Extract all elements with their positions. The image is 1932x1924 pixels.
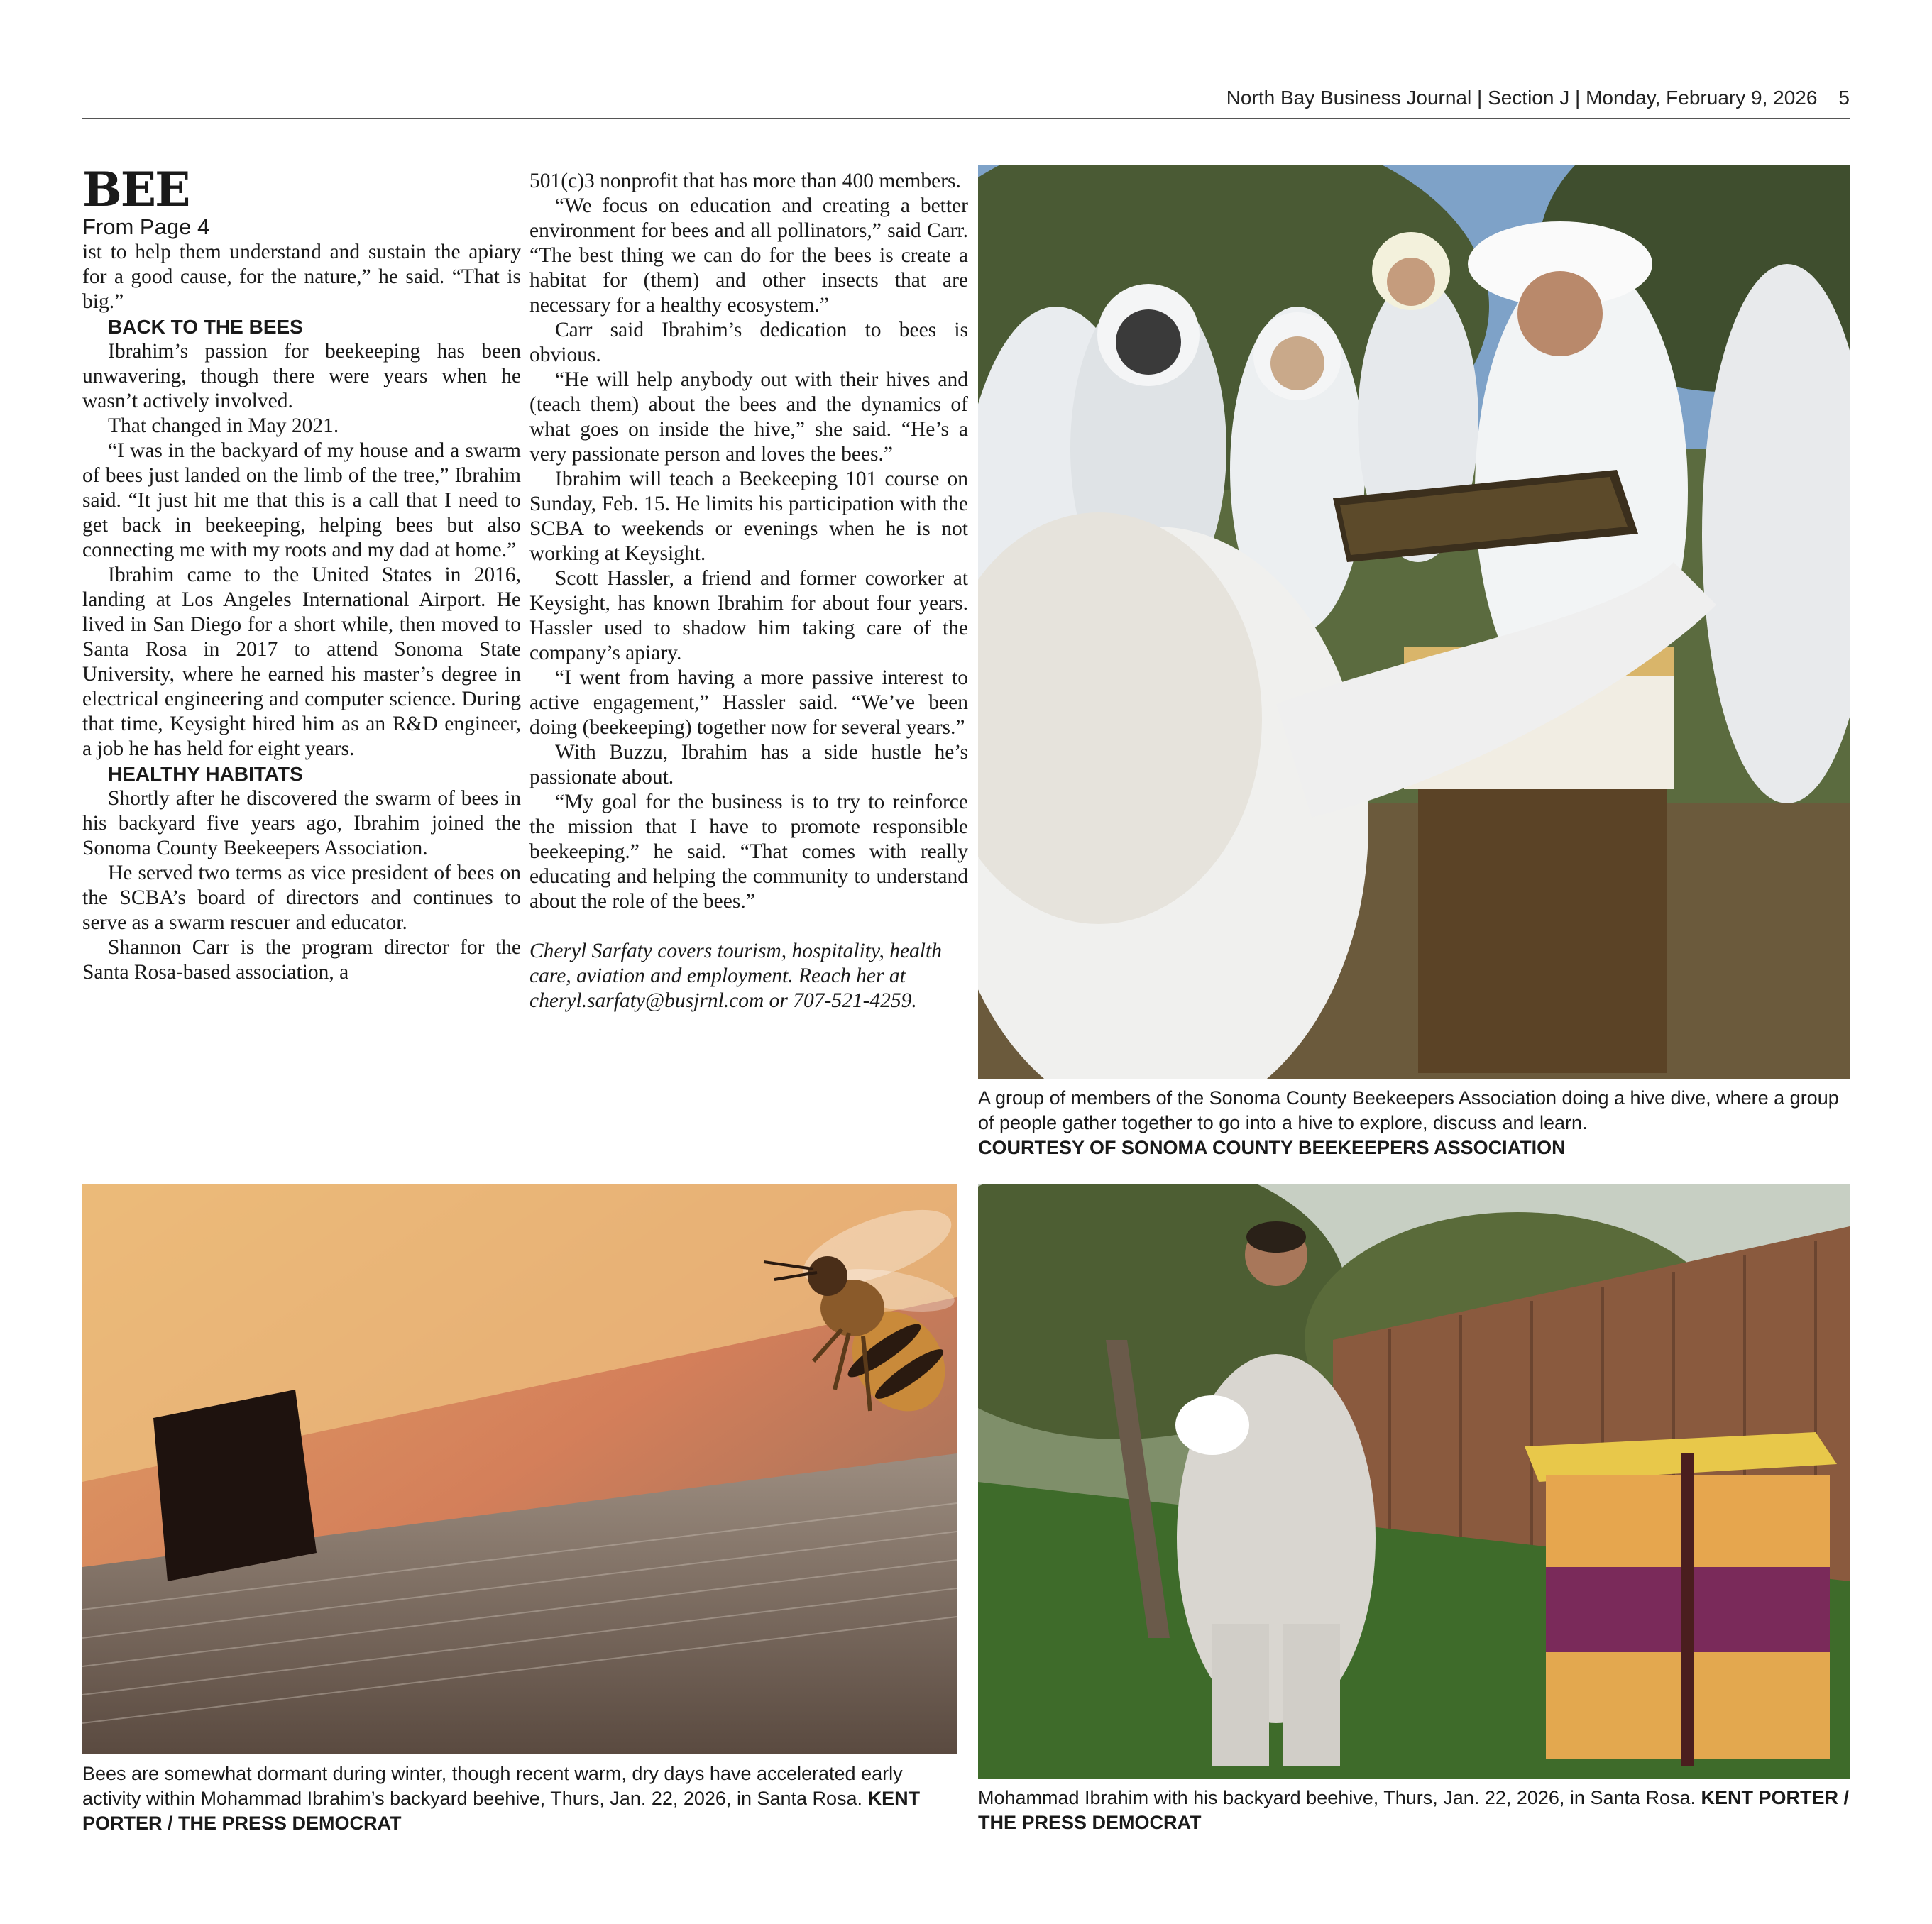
bee-flight-photo [82, 1184, 957, 1754]
jump-line: From Page 4 [82, 214, 210, 239]
paragraph: Scott Hassler, a friend and former coworker at Keysight, has known Ibrahim for about four years. Hassler used to shadow him taking care of the company’s apiary. [529, 567, 968, 664]
bee-flight-caption [82, 1761, 957, 1836]
paragraph: With Buzzu, Ibrahim has a side hustle he’s passionate about. [529, 741, 968, 788]
paragraph: Carr said Ibrahim’s dedication to bees is obvious. [529, 319, 968, 366]
paragraph: 501(c)3 nonprofit that has more than 400 members. [529, 170, 961, 192]
folio-separator: | [1569, 87, 1586, 109]
folio-separator: | [1471, 87, 1488, 109]
caption-text: A group of members of the Sonoma County Beekeepers Association doing a hive dive, where a group of people gather together to go into a hive to explore, discuss and learn. [978, 1087, 1839, 1133]
paragraph: Ibrahim came to the United States in 2016, landing at Los Angeles International Airport. He lived in San Diego for a short while, then moved to Santa Rosa in 2017 to attend Sonoma State University, where he earned his master’s degree in electrical engineering and computer science. During that time, Keysight hired him as an R&D engineer, a job he has held for eight years. [82, 564, 521, 760]
hive-dive-caption [978, 1086, 1858, 1160]
article-column-2 [529, 169, 968, 1013]
issue-date: Monday, February 9, 2026 [1586, 87, 1818, 109]
ibrahim-portrait-caption [978, 1786, 1858, 1835]
ibrahim-portrait-photo [978, 1184, 1850, 1779]
paragraph: ist to help them understand and sustain the apiary for a good cause, for the nature,” he said. “That is big.” [82, 241, 521, 313]
paragraph: Ibrahim’s passion for beekeeping has been unwavering, though there were years when he wasn’t actively involved. [82, 340, 521, 412]
paragraph: “I went from having a more passive interest to active engagement,” Hassler said. “We’ve been doing (beekeeping) together now for several years.” [529, 666, 968, 739]
paragraph: “I was in the backyard of my house and a swarm of bees just landed on the limb of the tree,” Ibrahim said. “It just hit me that this is a call that I need to get back in beekeeping, helping bees but also connecting me with my roots and my dad at home.” [82, 439, 521, 561]
author-byline: Cheryl Sarfaty covers tourism, hospitality, health care, aviation and employment. Reach her at cheryl.sarfaty@busjrnl.com or 707-521-4259. [529, 940, 942, 1012]
subhead: BACK TO THE BEES [108, 316, 303, 338]
paragraph: He served two terms as vice president of bees on the SCBA’s board of directors and continues to serve as a swarm rescuer and educator. [82, 862, 521, 934]
page-header [82, 84, 1850, 119]
paragraph: “We focus on education and creating a better environment for bees and all pollinators,” said Carr. “The best thing we can do for the bees is create a habitat for (them) and other insects that are necessary for a healthy ecosystem.” [529, 194, 968, 317]
section-label: Section J [1488, 87, 1570, 109]
paragraph: “My goal for the business is to try to reinforce the mission that I have to promote responsible beekeeping.” he said. “That comes with really educating and helping the community to understand about the role of the bees.” [529, 791, 968, 913]
paragraph: Shortly after he discovered the swarm of bees in his backyard five years ago, Ibrahim joined the Sonoma County Beekeepers Association. [82, 787, 521, 859]
photo-credit: COURTESY OF SONOMA COUNTY BEEKEEPERS ASSOCIATION [978, 1137, 1566, 1158]
article-kicker: BEE [82, 162, 190, 217]
paragraph: Ibrahim will teach a Beekeeping 101 course on Sunday, Feb. 15. He limits his participation with the SCBA to weekends or evenings when he is not working at Keysight. [529, 468, 968, 565]
caption-text: Bees are somewhat dormant during winter, though recent warm, dry days have accelerated early activity within Mohammad Ibrahim’s backyard beehive, Thurs, Jan. 22, 2026, in Santa Rosa. [82, 1763, 903, 1809]
paragraph: “He will help anybody out with their hives and (teach them) about the bees and the dynamics of what goes on inside the hive,” she said. “He’s a very passionate person and loves the bees.” [529, 368, 968, 466]
subhead: HEALTHY HABITATS [108, 763, 303, 785]
folio-line [1226, 87, 1850, 109]
paragraph: Shannon Carr is the program director for the Santa Rosa-based association, a [82, 936, 521, 984]
article-column-1 [82, 162, 521, 985]
photo-credit: KENT PORTER / THE PRESS DEMOCRAT [978, 1787, 1850, 1833]
paragraph: That changed in May 2021. [108, 414, 339, 437]
caption-text: Mohammad Ibrahim with his backyard beehive, Thurs, Jan. 22, 2026, in Santa Rosa. [978, 1787, 1701, 1808]
hive-dive-photo [978, 165, 1850, 1079]
publication-name: North Bay Business Journal [1226, 87, 1472, 109]
page-number: 5 [1838, 87, 1850, 109]
photo-credit: KENT PORTER / THE PRESS DEMOCRAT [82, 1788, 921, 1834]
